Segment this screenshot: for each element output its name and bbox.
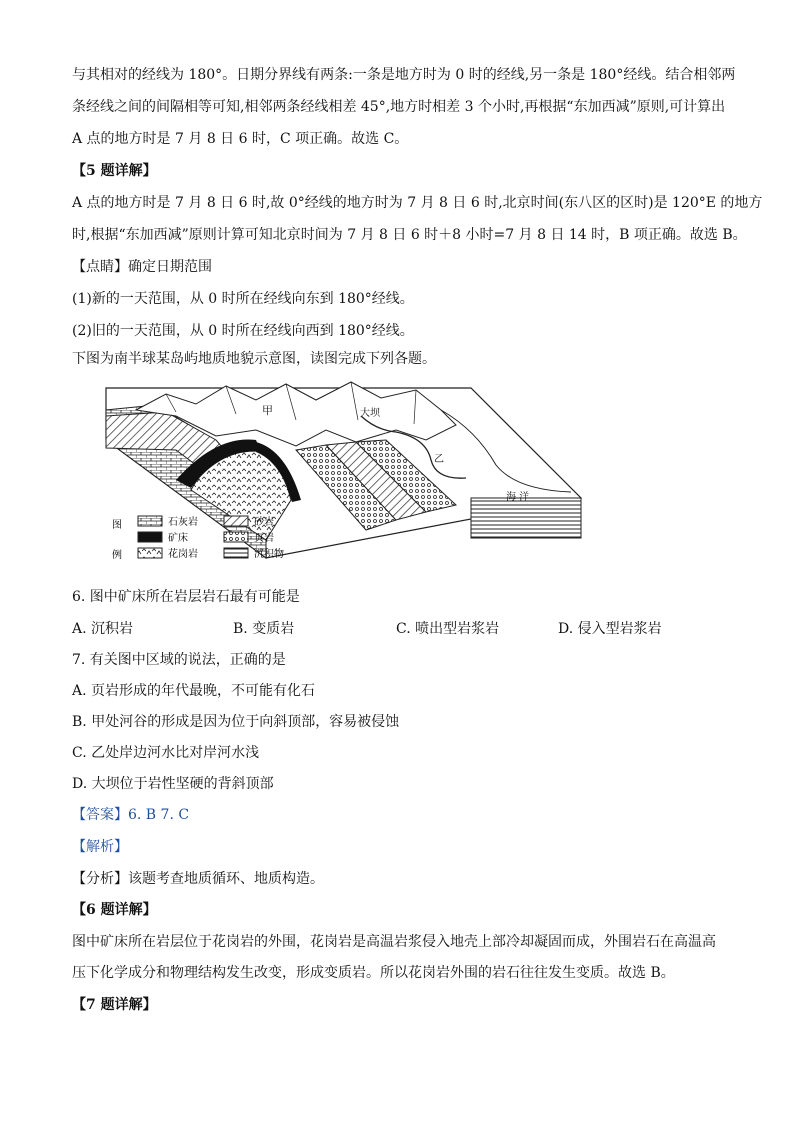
q7-option-b: B. 甲处河谷的形成是因为位于向斜顶部，容易被侵蚀 [72, 714, 400, 730]
paragraph-line: A 点的地方时是 7 月 8 日 6 时,故 0°经线的地方时为 7 月 8 日 6 时,北京时间(东八区的区时)是 120°E 的地方 [72, 195, 763, 211]
q6-option-c: C. 喷出型岩浆岩 [396, 621, 500, 637]
section-heading: 【5 题详解】 [72, 163, 157, 179]
section-heading: 【7 题详解】 [72, 997, 157, 1013]
analysis-heading: 【解析】 [72, 839, 128, 855]
legend-swatch-ore [138, 532, 162, 542]
legend-label-granite: 花岗岩 [168, 549, 198, 560]
figure-intro: 下图为南半球某岛屿地质地貌示意图，读图完成下列各题。 [72, 351, 436, 367]
paragraph-line: 条经线之间的间隔相等可知,相邻两条经线相差 45°,地方时相差 3 个小时,再根据“东加西减”原则,可计算出 [72, 99, 726, 115]
legend-label-sandstone: 砂岩 [254, 517, 274, 528]
geology-block-diagram [96, 380, 592, 568]
q7-option-d: D. 大坝位于岩性坚硬的背斜顶部 [72, 776, 274, 792]
paragraph-line: 压下化学成分和物理结构发生改变，形成变质岩。所以花岗岩外围的岩石往往发生变质。故选 B。 [72, 965, 675, 981]
paragraph-line: A 点的地方时是 7 月 8 日 6 时，C 项正确。故选 C。 [72, 131, 409, 147]
legend-swatch-granite [138, 548, 162, 558]
legend-label-shale: 页岩 [254, 533, 274, 544]
legend-swatch-shale [224, 532, 248, 542]
legend-label-limestone: 石灰岩 [168, 517, 198, 528]
q6-option-d: D. 侵入型岩浆岩 [558, 621, 662, 637]
question-7: 7. 有关图中区域的说法，正确的是 [72, 652, 286, 668]
question-6: 6. 图中矿床所在岩层岩石最有可能是 [72, 589, 300, 605]
legend-label-ore: 矿床 [168, 533, 188, 544]
q6-option-a: A. 沉积岩 [72, 621, 134, 637]
tip-heading: 【点睛】确定日期范围 [72, 259, 212, 275]
label-yi: 乙 [434, 454, 444, 465]
legend-swatch-sediment [224, 548, 248, 558]
paragraph-line: (1)新的一天范围，从 0 时所在经线向东到 180°经线。 [72, 291, 414, 307]
paragraph-line: 与其相对的经线为 180°。日期分界线有两条:一条是地方时为 0 时的经线,另一条是 180°经线。结合相邻两 [72, 67, 736, 83]
paragraph-line: 图中矿床所在岩层位于花岗岩的外围，花岗岩是高温岩浆侵入地壳上部冷却凝固而成，外围岩石在高温高 [72, 934, 716, 950]
legend-title: 例 [112, 550, 122, 561]
section-heading: 【6 题详解】 [72, 902, 157, 918]
q6-option-b: B. 变质岩 [233, 621, 295, 637]
legend-label-sediment: 沉积物 [254, 549, 284, 560]
paragraph-line: (2)旧的一天范围，从 0 时所在经线向西到 180°经线。 [72, 323, 414, 339]
label-jia: 甲 [262, 404, 273, 417]
label-sea: 海 洋 [506, 492, 530, 503]
legend-swatch-limestone [138, 516, 162, 526]
answer-line: 【答案】6. B 7. C [72, 807, 190, 823]
q7-option-a: A. 页岩形成的年代最晚，不可能有化石 [72, 683, 316, 699]
analysis-summary: 【分析】该题考查地质循环、地质构造。 [72, 871, 324, 887]
legend-swatch-sandstone [224, 516, 248, 526]
paragraph-line: 时,根据“东加西减”原则计算可知北京时间为 7 月 8 日 6 时＋8 小时=7 月 8 日 14 时，B 项正确。故选 B。 [72, 227, 747, 243]
label-dam: 大坝 [360, 408, 380, 419]
legend-title: 图 [112, 520, 122, 531]
q7-option-c: C. 乙处岸边河水比对岸河水浅 [72, 745, 260, 761]
